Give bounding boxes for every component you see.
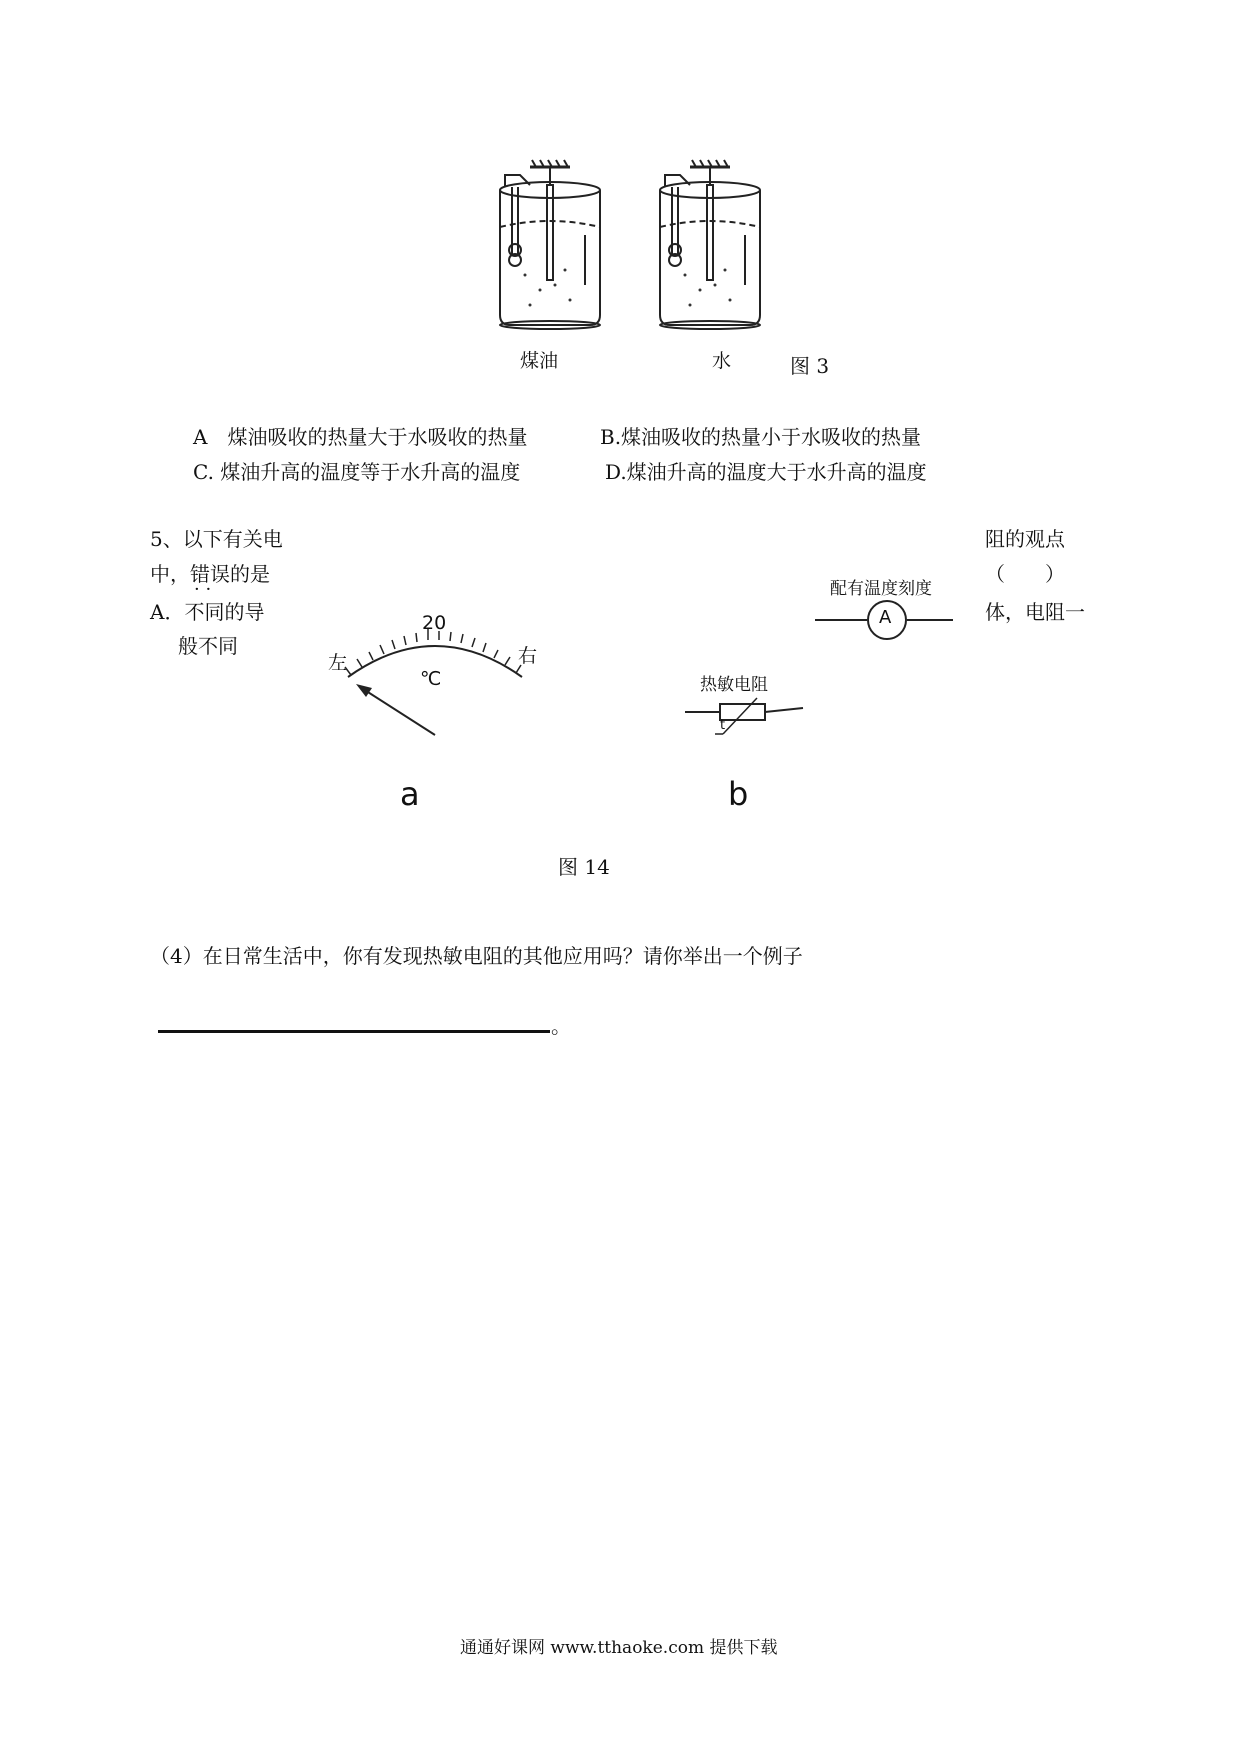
q5-option-a-left: A．不同的导: [150, 600, 265, 624]
q5-answer-bracket: （ ）: [985, 562, 1065, 586]
q5-line1-right: 阻的观点: [985, 527, 1065, 551]
dial-value: 20: [422, 612, 447, 634]
kerosene-beaker: [500, 160, 600, 329]
option-b: B.煤油吸收的热量小于水吸收的热量: [600, 425, 922, 449]
footer-text: 通通好课网 www.tthaoke.com 提供下载: [460, 1638, 778, 1658]
q5-line2-suffix: 的是: [230, 562, 270, 586]
option-a: A 煤油吸收的热量大于水吸收的热量: [193, 425, 528, 449]
figure3-diagram: [470, 155, 790, 345]
dial-right-label: 右: [518, 645, 538, 667]
dial-unit: ℃: [420, 668, 442, 690]
thermistor-symbol: t: [720, 718, 726, 733]
q4-part-text: （4）在日常生活中，你有发现热敏电阻的其他应用吗？请你举出一个例子: [150, 944, 803, 968]
option-d: D.煤油升高的温度大于水升高的温度: [605, 460, 927, 484]
q5-line2-left: [150, 562, 270, 586]
q5-emphasis: 错误 · ·: [190, 562, 230, 586]
option-c: C. 煤油升高的温度等于水升高的温度: [193, 460, 521, 484]
dial-left-label: 左: [328, 652, 348, 674]
q5-line1-left: 5、以下有关电: [150, 527, 283, 551]
answer-end-mark: 。: [551, 1014, 571, 1038]
water-beaker: [660, 160, 760, 329]
thermistor-diagram: [685, 694, 805, 744]
figure14-caption: 图 14: [558, 855, 610, 879]
water-label: 水: [712, 350, 732, 372]
q5-option-a-line2: 般不同: [178, 634, 238, 658]
q5-line2-prefix: 中，: [150, 562, 190, 586]
thermistor-label: 热敏电阻: [700, 675, 768, 695]
ammeter-label: 配有温度刻度: [830, 579, 932, 599]
figure3-caption: 图 3: [790, 354, 830, 378]
answer-blank-line[interactable]: [158, 1030, 550, 1033]
subfigure-a-label: a: [400, 775, 420, 813]
kerosene-label: 煤油: [520, 350, 559, 372]
q5-option-a-right: 体，电阻一: [985, 600, 1085, 624]
ammeter-symbol: A: [879, 607, 892, 628]
subfigure-b-label: b: [728, 775, 749, 813]
